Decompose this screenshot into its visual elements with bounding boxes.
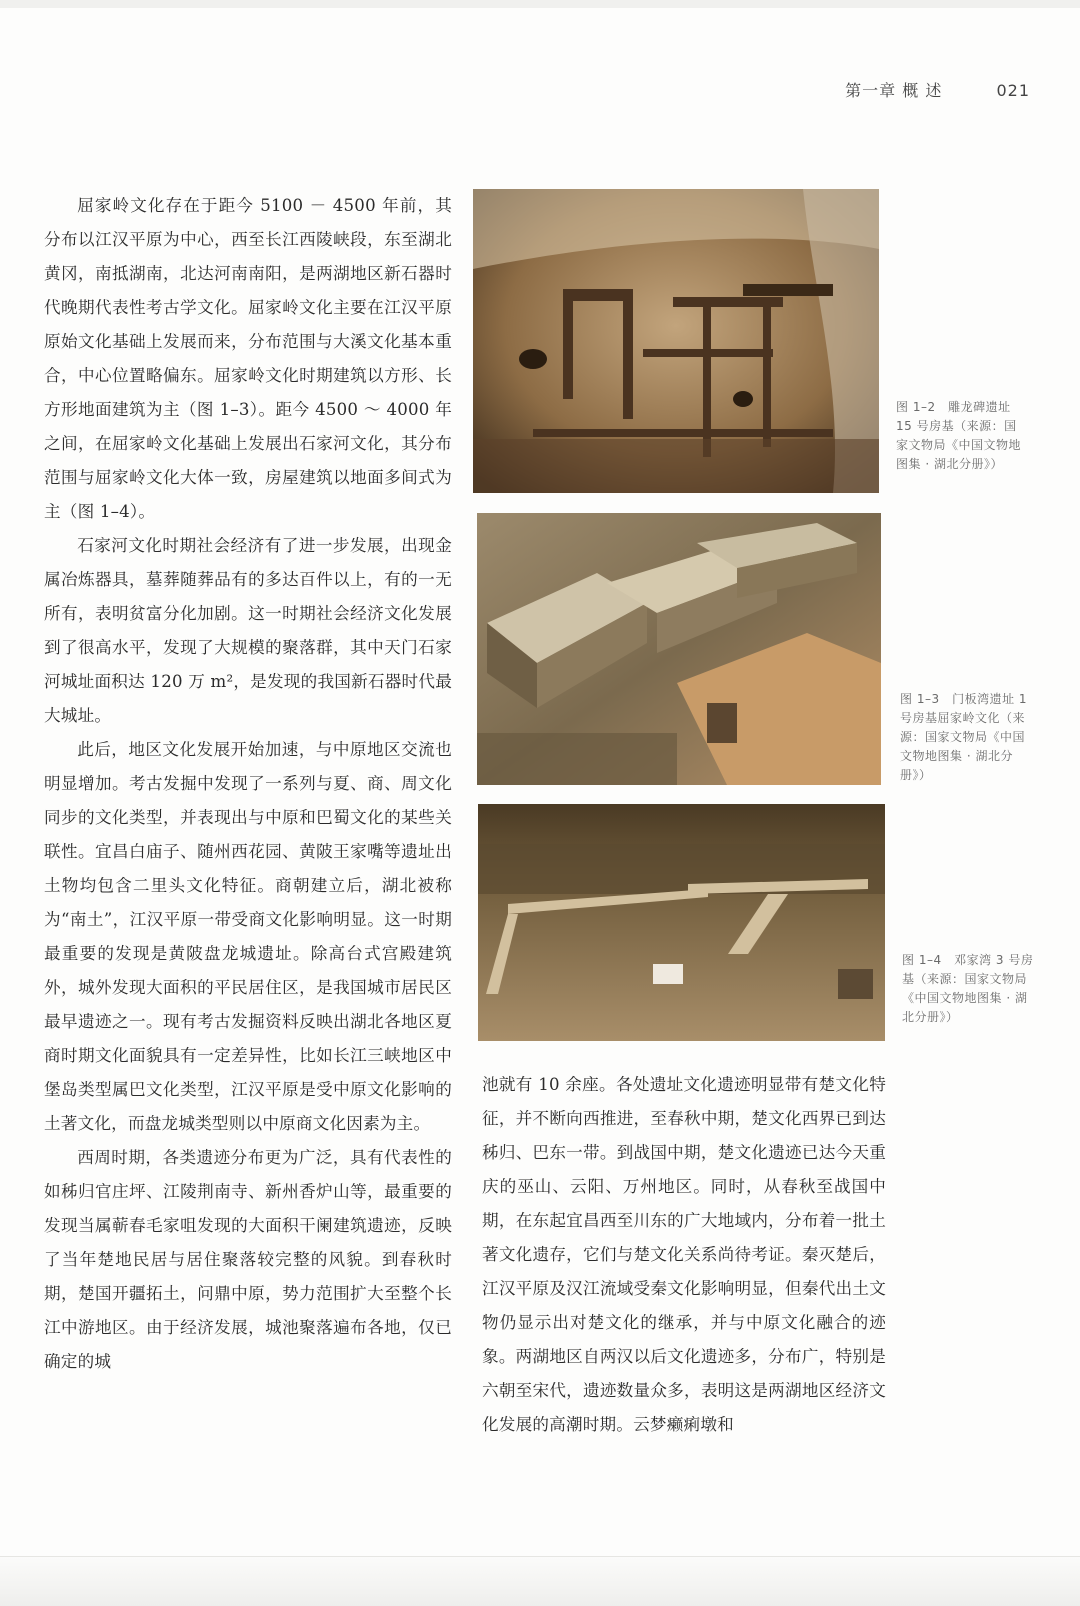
figure-1-4-caption: 图 1–4 邓家湾 3 号房基（来源：国家文物局《中国文物地图集 · 湖北分册》）: [902, 953, 1034, 1024]
figure-1-3-photo: [477, 513, 881, 785]
paragraph-shijiahe: 石家河文化时期社会经济有了进一步发展，出现金属冶炼器具，墓葬随葬品有的多达百件以上，有的一无所有，表明贫富分化加剧。这一时期社会经济文化发展到了很高水平，发现了大规模的聚落群，其中天门石家河城址面积达 120 万 m²，是发现的我国新石器时代最大城址。: [44, 536, 452, 725]
page-number: 021: [996, 81, 1030, 100]
figure-1-2-photo: [473, 189, 879, 493]
figure-1-3-caption: 图 1–3 门板湾遗址 1 号房基屈家岭文化（来源：国家文物局《中国文物地图集 · 湖北分册》）: [900, 692, 1028, 782]
paragraph-chu-continuation: 池就有 10 余座。各处遗址文化遗迹明显带有楚文化特征，并不断向西推进，至春秋中期，楚文化西界已到达秭归、巴东一带。到战国中期，楚文化遗迹已达今天重庆的巫山、云阳、万州地区。同时，从春秋至战国中期，在东起宜昌西至川东的广大地域内，分布着一批土著文化遗存，它们与楚文化关系尚待考证。秦灭楚后，江汉平原及汉江流域受秦文化影响明显，但秦代出土文物仍显示出对楚文化的继承，并与中原文化融合的迹象。两湖地区自两汉以后文化遗迹多，分布广，特别是六朝至宋代，遗迹数量众多，表明这是两湖地区经济文化发展的高潮时期。云梦癞痢墩和: [482, 1075, 886, 1434]
figure-1-4-photo: [478, 804, 885, 1041]
figure-1-2-caption: 图 1–2 雕龙碑遗址 15 号房基（来源：国家文物局《中国文物地图集 · 湖北分册》）: [896, 400, 1022, 471]
top-margin-strip: [0, 0, 1080, 8]
paragraph-xia-shang: 此后，地区文化发展开始加速，与中原地区交流也明显增加。考古发掘中发现了一系列与夏、商、周文化同步的文化类型，并表现出与中原和巴蜀文化的某些关联性。宜昌白庙子、随州西花园、黄陂王家嘴等遗址出土物均包含二里头文化特征。商朝建立后，湖北被称为“南土”，江汉平原一带受商文化影响明显。这一时期最重要的发现是黄陂盘龙城遗址。除高台式宫殿建筑外，城外发现大面积的平民居住区，是我国城市居民区最早遗迹之一。现有考古发掘资料反映出湖北各地区夏商时期文化面貌具有一定差异性，比如长江三峡地区中堡岛类型属巴文化类型，江汉平原是受中原文化影响的土著文化，而盘龙城类型则以中原商文化因素为主。: [44, 740, 452, 1133]
left-text-column: [44, 189, 452, 1379]
paragraph-western-zhou: 西周时期，各类遗迹分布更为广泛，具有代表性的如秭归官庄坪、江陵荆南寺、新州香炉山等，最重要的发现当属蕲春毛家咀发现的大面积干阑建筑遗迹，反映了当年楚地民居与居住聚落较完整的风貌。到春秋时期，楚国开疆拓土，问鼎中原，势力范围扩大至整个长江中游地区。由于经济发展，城池聚落遍布各地，仅已确定的城: [44, 1148, 452, 1371]
right-text-column: [482, 1068, 886, 1442]
running-head: [845, 78, 1030, 101]
chapter-title: 第一章 概 述: [845, 81, 943, 100]
bottom-margin-strip: [0, 1556, 1080, 1606]
paragraph-qujialing: 屈家岭文化存在于距今 5100 － 4500 年前，其分布以江汉平原为中心，西至长江西陵峡段，东至湖北黄冈，南抵湖南，北达河南南阳，是两湖地区新石器时代晚期代表性考古学文化。屈家岭文化主要在江汉平原原始文化基础上发展而来，分布范围与大溪文化基本重合，中心位置略偏东。屈家岭文化时期建筑以方形、长方形地面建筑为主（图 1–3）。距今 4500 ～ 4000 年之间，在屈家岭文化基础上发展出石家河文化，其分布范围与屈家岭文化大体一致，房屋建筑以地面多间式为主（图 1–4）。: [44, 196, 452, 521]
